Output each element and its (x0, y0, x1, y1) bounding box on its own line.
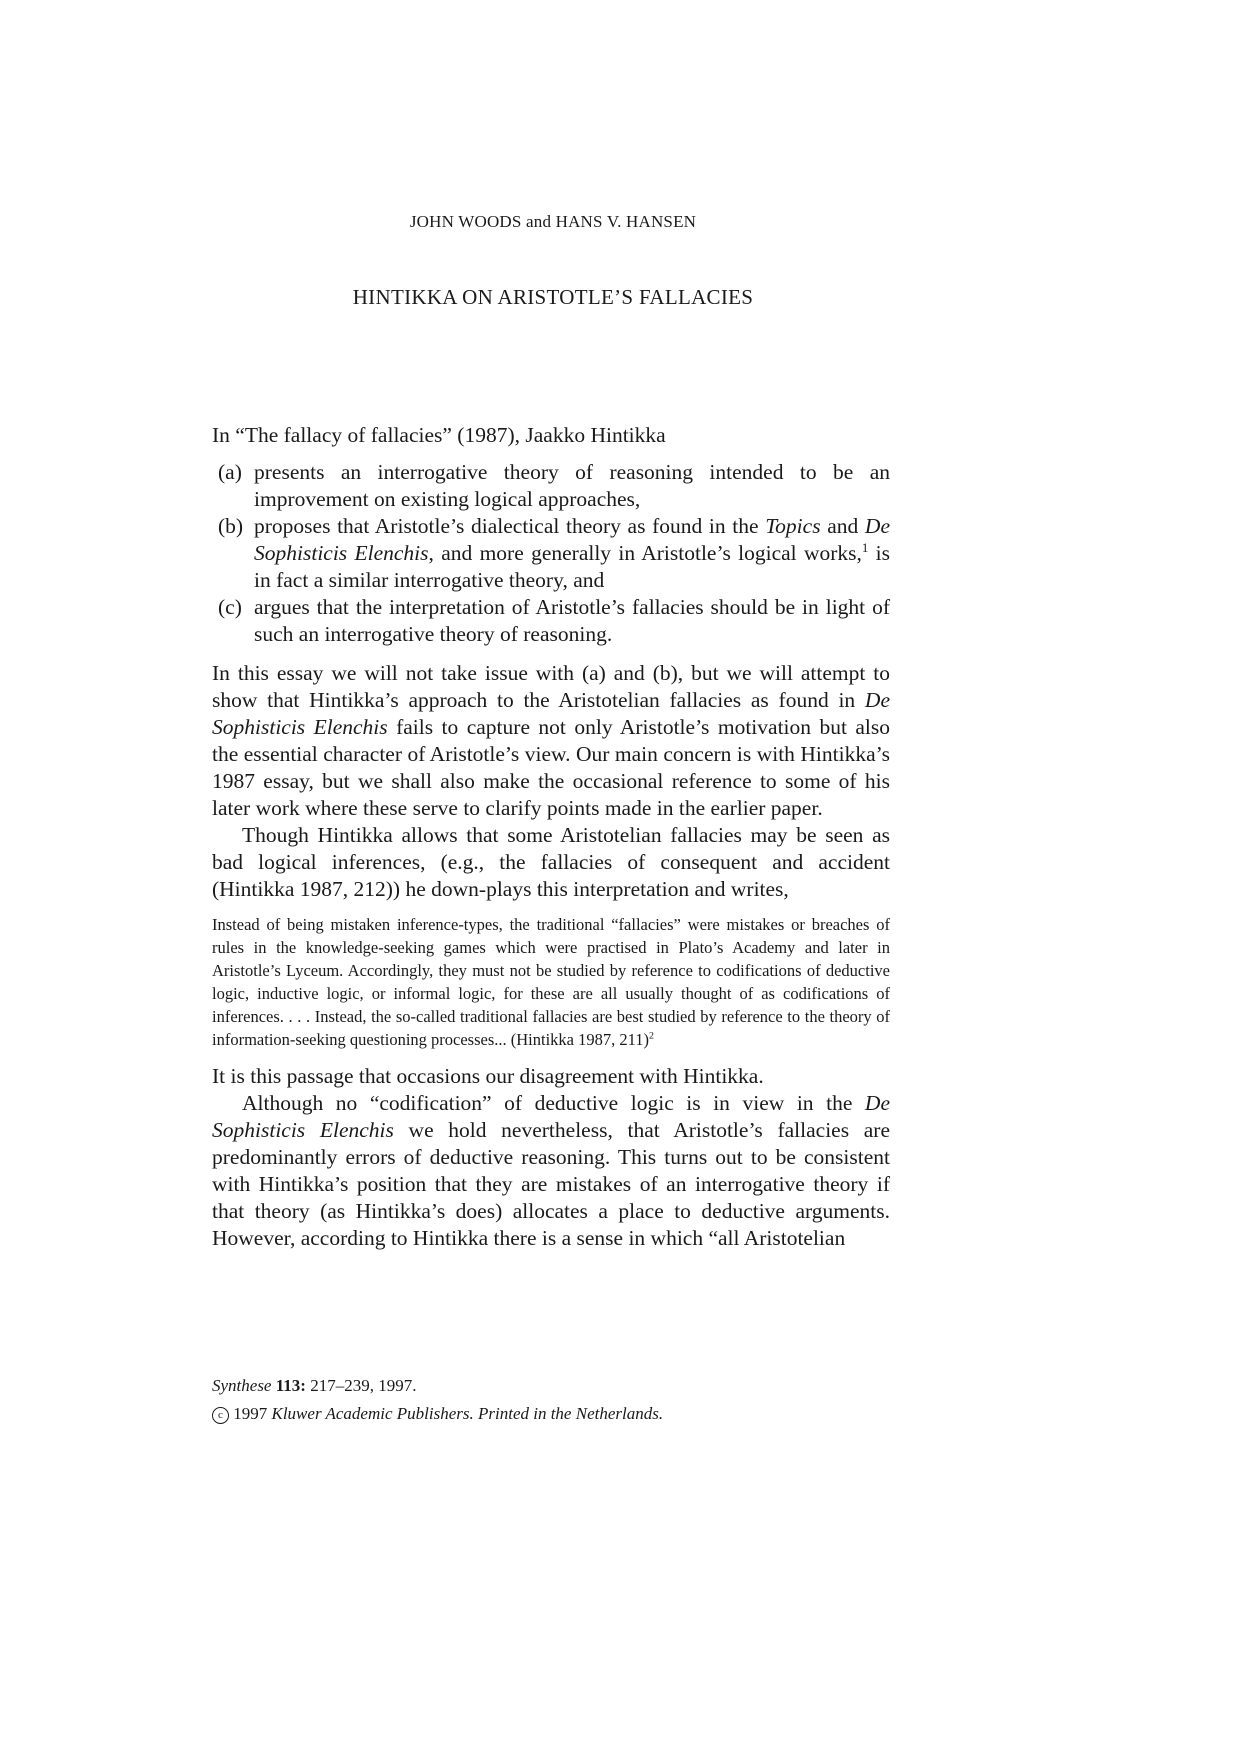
list-marker: (c) (218, 595, 242, 619)
list-marker: (b) (218, 514, 244, 538)
author-line: JOHN WOODS and HANS V. HANSEN (409, 212, 697, 231)
list-item-text: , and more generally in Aristotle’s logical works, (428, 541, 862, 565)
work-title: Topics (765, 514, 821, 538)
journal-name: Synthese (212, 1376, 272, 1395)
footnote-marker[interactable]: 2 (649, 1030, 654, 1042)
volume-number: 113: (275, 1376, 306, 1395)
article-body (212, 422, 890, 1252)
copyright-year: 1997 (233, 1404, 268, 1423)
paragraph-text: we hold nevertheless, that Aristotle’s fallacies are predominantly errors of deductive reasoning. This turns out to be consistent with Hintikka’s position that they are mistakes of an interrogative theory if that theory (as Hintikka’s does) allocates a place to deductive arguments. However, according to Hintikka there is a sense in which “all Aristotelian (212, 1118, 890, 1250)
work-title: De Sophisticis Elenchis (254, 514, 890, 565)
paragraph-text: fails to capture not only Aristotle’s motivation but also the essential character of Aristotle’s view. Our main concern is with Hintikka’s 1987 essay, but we shall also make the occasional reference to some of his later work where these serve to clarify points made in the earlier paper. (212, 715, 891, 820)
intro-sentence: In “The fallacy of fallacies” (1987), Jaakko Hintikka (212, 423, 666, 447)
paragraph (212, 660, 890, 822)
list-item-text: argues that the interpretation of Aristotle’s fallacies should be in light of such an interrogative theory of reasoning. (254, 595, 890, 646)
paragraph-text: In this essay we will not take issue with (a) and (b), but we will attempt to show that Hintikka’s approach to the Aristotelian fallacies as found in (212, 661, 890, 712)
claims-list (212, 459, 890, 648)
list-item-text: proposes that Aristotle’s dialectical theory as found in the (254, 514, 766, 538)
paragraph (212, 1090, 890, 1252)
quote-text: Instead of being mistaken inference-types, the traditional “fallacies” were mistakes or breaches of rules in the knowledge-seeking games which were practised in Plato’s Academy and later in Aristotle’s Lyceum. Accordingly, they must not be studied by reference to codifications of deductive logic, inductive logic, or informal logic, for these are all usually thought of as codifications of inferences. . . . Instead, the so-called traditional fallacies are best studied by reference to the theory of information-seeking questioning processes... (Hintikka 1987, 211) (212, 915, 890, 1049)
list-item-text: is in fact a similar interrogative theory, and (254, 541, 891, 592)
paragraph-text: Although no “codification” of deductive logic is in view in the (242, 1091, 865, 1115)
list-item (212, 594, 890, 648)
list-item-text: presents an interrogative theory of reasoning intended to be an improvement on existing logical approaches, (254, 460, 890, 511)
page-range: 217–239, 1997. (310, 1376, 417, 1395)
copyright-icon: c (212, 1407, 229, 1424)
article-title: HINTIKKA ON ARISTOTLE’S FALLACIES (352, 285, 754, 309)
publication-footer (212, 1372, 663, 1428)
list-marker: (a) (218, 460, 242, 484)
list-item (212, 513, 890, 594)
footnote-marker[interactable]: 1 (861, 540, 869, 555)
list-item-text: and (820, 514, 865, 538)
work-title: De Sophisticis Elenchis (212, 688, 890, 739)
paragraph: It is this passage that occasions our disagreement with Hintikka. (212, 1064, 764, 1088)
citation-line (212, 1372, 663, 1400)
work-title: De Sophisticis Elenchis (212, 1091, 890, 1142)
publisher-name: Kluwer Academic Publishers. Printed in the Netherlands. (271, 1404, 664, 1423)
list-item (212, 459, 890, 513)
copyright-line (212, 1400, 663, 1428)
paragraph: Though Hintikka allows that some Aristotelian fallacies may be seen as bad logical inferences, (e.g., the fallacies of consequent and accident (Hintikka 1987, 212)) he down-plays this interpretation and writes, (212, 823, 890, 901)
block-quote (212, 913, 890, 1051)
